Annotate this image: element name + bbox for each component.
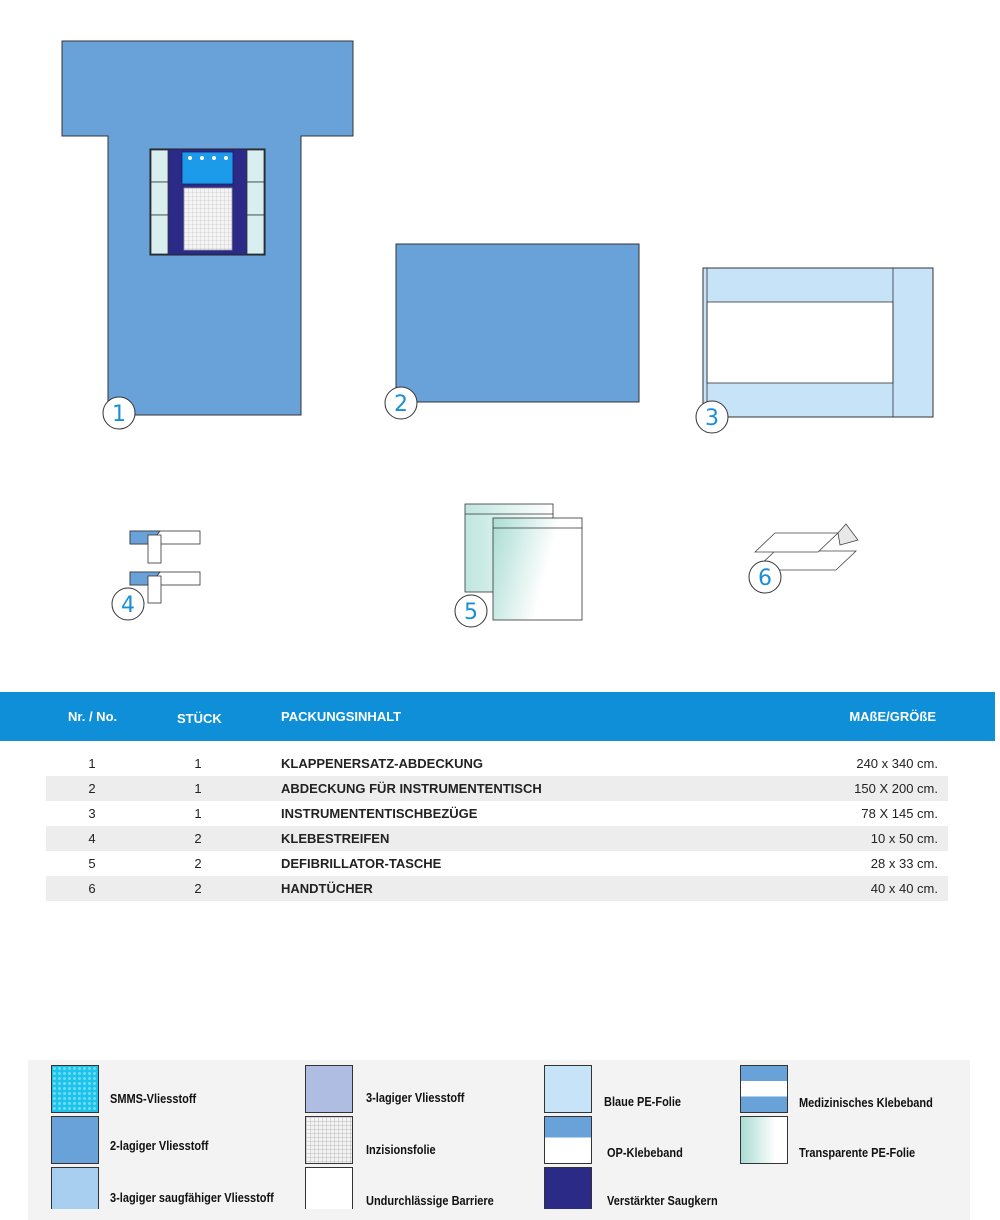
row-nr: 3 xyxy=(88,806,96,821)
legend-label: Medizinisches Klebeband xyxy=(799,1096,933,1110)
row-nr: 6 xyxy=(88,881,96,896)
row-size: 40 x 40 cm. xyxy=(870,881,938,896)
badge-1 xyxy=(103,397,135,429)
row-qty: 1 xyxy=(194,756,202,771)
table-row xyxy=(46,801,948,826)
svg-text:5: 5 xyxy=(464,600,478,625)
row-qty: 2 xyxy=(194,856,202,871)
legend-label: Undurchlässige Barriere xyxy=(366,1194,494,1208)
legend-label: SMMS-Vliesstoff xyxy=(110,1092,197,1106)
badge-4 xyxy=(112,588,144,620)
legend-label: 3-lagiger saugfähiger Vliesstoff xyxy=(110,1191,274,1205)
row-size: 240 x 340 cm. xyxy=(856,756,938,771)
row-desc: DEFIBRILLATOR-TASCHE xyxy=(281,856,442,871)
row-desc: KLAPPENERSATZ-ABDECKUNG xyxy=(281,756,483,771)
row-size: 150 X 200 cm. xyxy=(854,781,938,796)
swatch-smms xyxy=(51,1065,99,1113)
table-row xyxy=(46,751,948,776)
item-3-table-sleeve xyxy=(703,268,933,417)
row-qty: 2 xyxy=(194,831,202,846)
contents-table xyxy=(46,751,948,901)
badge-2 xyxy=(385,387,417,419)
row-desc: KLEBESTREIFEN xyxy=(281,831,390,846)
table-row xyxy=(46,776,948,801)
table-row xyxy=(46,876,948,901)
swatch-op-tape xyxy=(544,1116,592,1164)
swatch-blue-pe-film xyxy=(544,1065,592,1113)
svg-text:2: 2 xyxy=(394,392,408,417)
svg-text:1: 1 xyxy=(112,402,126,427)
legend-label: OP-Klebeband xyxy=(607,1146,683,1160)
row-nr: 4 xyxy=(88,831,96,846)
legend-label: Verstärkter Saugkern xyxy=(607,1194,718,1208)
header-qty: STÜCK xyxy=(177,711,222,726)
row-nr: 2 xyxy=(88,781,96,796)
svg-text:6: 6 xyxy=(758,566,772,591)
row-desc: HANDTÜCHER xyxy=(281,881,373,896)
item-1-drape xyxy=(62,41,353,415)
header-contents: PACKUNGSINHALT xyxy=(281,709,402,724)
swatch-medical-tape xyxy=(740,1065,788,1113)
table-row xyxy=(46,826,948,851)
row-nr: 1 xyxy=(88,756,96,771)
swatch-two-ply xyxy=(51,1116,99,1164)
legend-label: Transparente PE-Folie xyxy=(799,1146,916,1160)
header-nr: Nr. / No. xyxy=(68,709,118,724)
legend-label: Blaue PE-Folie xyxy=(604,1095,682,1109)
badge-5 xyxy=(455,595,487,627)
table-row xyxy=(46,851,948,876)
svg-text:4: 4 xyxy=(121,593,135,618)
row-desc: INSTRUMENTENTISCHBEZÜGE xyxy=(281,806,478,821)
row-qty: 1 xyxy=(194,806,202,821)
table-header xyxy=(0,692,995,741)
row-qty: 1 xyxy=(194,781,202,796)
material-legend xyxy=(28,1060,970,1220)
header-size: MAßE/GRÖßE xyxy=(849,709,936,724)
row-nr: 5 xyxy=(88,856,96,871)
row-size: 10 x 50 cm. xyxy=(870,831,938,846)
legend-label: 3-lagiger Vliesstoff xyxy=(366,1091,465,1105)
legend-label: 2-lagiger Vliesstoff xyxy=(110,1139,209,1153)
swatch-three-ply xyxy=(305,1065,353,1113)
swatch-impermeable-barrier xyxy=(305,1167,353,1209)
swatch-reinforced-core xyxy=(544,1167,592,1209)
swatch-three-ply-absorbent xyxy=(51,1167,99,1209)
badge-6 xyxy=(749,561,781,593)
row-qty: 2 xyxy=(194,881,202,896)
swatch-incision-film xyxy=(305,1116,353,1164)
row-size: 78 X 145 cm. xyxy=(861,806,938,821)
row-desc: ABDECKUNG FÜR INSTRUMENTENTISCH xyxy=(281,781,542,796)
badge-3 xyxy=(696,401,728,433)
swatch-transparent-pe-film xyxy=(740,1116,788,1164)
row-size: 28 x 33 cm. xyxy=(870,856,938,871)
svg-text:3: 3 xyxy=(705,406,719,431)
legend-label: Inzisionsfolie xyxy=(366,1143,436,1157)
item-2-table-cover xyxy=(396,244,639,402)
item-4-adhesive-strips xyxy=(130,531,200,603)
